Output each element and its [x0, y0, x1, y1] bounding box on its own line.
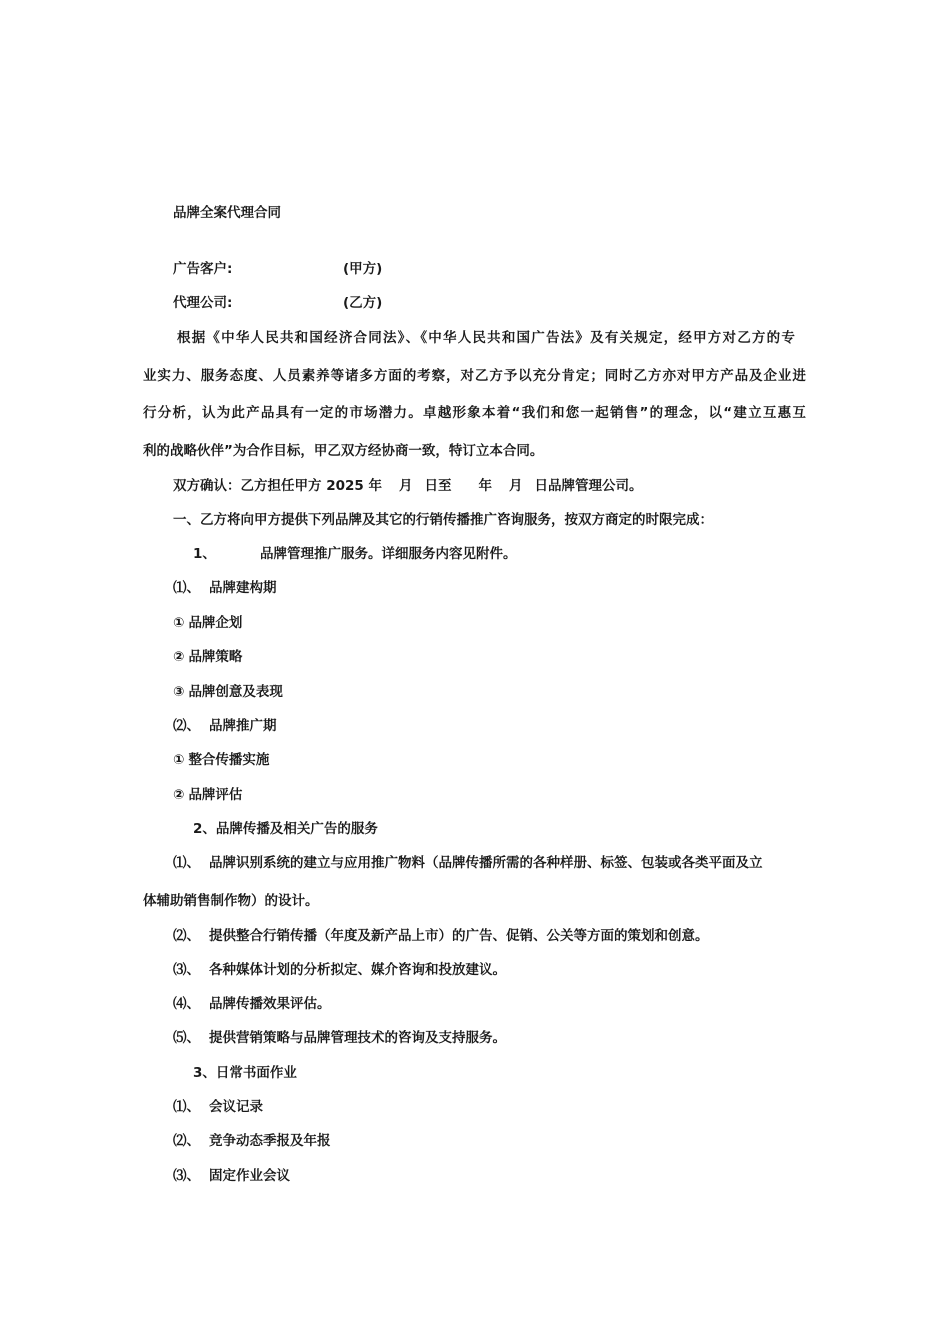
party-a-line [173, 259, 232, 279]
s2-item-4-text: 品牌传播效果评估。 [209, 996, 331, 1012]
s2-item-1-text: 品牌识别系统的建立与应用推广物料（品牌传播所需的各种样册、标签、包装或各类平面及立 [209, 855, 763, 871]
confirm-year2: 年 [478, 478, 492, 494]
party-a-label: 广告客户: [173, 261, 233, 277]
s1-item1-sub-1-marker: ① [173, 615, 185, 631]
preamble-line-1: 根据《中华人民共和国经济合同法》、《中华人民共和国广告法》及有关规定，经甲方对乙方的专 [177, 330, 795, 346]
s2-item-2-text: 提供整合行销传播（年度及新产品上市）的广告、促销、公关等方面的策划和创意。 [209, 928, 709, 944]
section1-text: 品牌管理推广服务。详细服务内容见附件。 [260, 546, 517, 562]
s3-item-2 [173, 1131, 331, 1151]
s1-item1-sub-3-text: 品牌创意及表现 [188, 684, 283, 700]
section3-heading: 3、日常书面作业 [193, 1065, 297, 1081]
s1-item1-sub-3-marker: ③ [173, 684, 185, 700]
s1-item2-sub-1-text: 整合传播实施 [188, 752, 270, 768]
section1-number: 1、 [193, 546, 216, 562]
s1-item2-sub-1 [173, 750, 269, 770]
document-title-text: 品牌全案代理合同 [173, 205, 281, 221]
s2-item-3-marker: ⑶、 [173, 962, 200, 978]
s3-item-3 [173, 1166, 290, 1186]
s2-item-5-marker: ⑸、 [173, 1030, 200, 1046]
party-b-label: 代理公司: [173, 295, 233, 311]
s1-item1-sub-1 [173, 613, 242, 633]
s3-item-2-text: 竞争动态季报及年报 [209, 1133, 331, 1149]
s1-item1-sub-2-text: 品牌策略 [188, 649, 243, 665]
confirm-month2: 月 [508, 478, 523, 494]
s1-item2-sub-1-marker: ① [173, 752, 185, 768]
s1-item1 [173, 578, 277, 598]
preamble-line-3: 行分析，认为此产品具有一定的市场潜力。卓越形象本着“我们和您一起销售”的理念，以“建立互惠互 [143, 405, 806, 421]
party-a-role [343, 259, 382, 279]
s3-item-1-text: 会议记录 [209, 1099, 263, 1115]
s2-item-3 [173, 960, 506, 980]
s2-item-1 [173, 853, 763, 873]
s1-item2-text: 品牌推广期 [209, 718, 277, 734]
s1-item2 [173, 716, 277, 736]
s3-item-1 [173, 1097, 263, 1117]
preamble-line-2: 业实力、服务态度、人员素养等诸多方面的考察，对乙方予以充分肯定；同时乙方亦对甲方产品及企业进 [143, 368, 806, 384]
s2-item-2 [173, 926, 709, 946]
s2-item-4 [173, 994, 331, 1014]
s1-item1-marker: ⑴、 [173, 580, 200, 596]
s1-item2-sub-2-text: 品牌评估 [188, 787, 243, 803]
s1-item1-sub-3 [173, 682, 283, 702]
s2-item-1-marker: ⑴、 [173, 855, 200, 871]
confirm-month1: 月 [398, 478, 413, 494]
s3-item-3-text: 固定作业会议 [209, 1168, 290, 1184]
confirm-line [173, 476, 642, 496]
s2-item-3-text: 各种媒体计划的分析拟定、媒介咨询和投放建议。 [209, 962, 506, 978]
clause1-intro: 一、乙方将向甲方提供下列品牌及其它的行销传播推广咨询服务，按双方商定的时限完成： [173, 512, 713, 528]
preamble-line-4: 利的战略伙伴”为合作目标，甲乙双方经协商一致，特订立本合同。 [143, 443, 544, 459]
s1-item1-text: 品牌建构期 [209, 580, 277, 596]
confirm-prefix: 双方确认：乙方担任甲方 2025 年 [173, 478, 382, 494]
s2-item-4-marker: ⑷、 [173, 996, 200, 1012]
confirm-suffix: 日品牌管理公司。 [534, 478, 643, 494]
s1-item2-sub-2 [173, 785, 242, 805]
section2-heading: 2、品牌传播及相关广告的服务 [193, 821, 378, 837]
s1-item1-sub-2 [173, 647, 242, 667]
s1-item2-marker: ⑵、 [173, 718, 200, 734]
party-b-role [343, 293, 382, 313]
confirm-day1: 日至 [424, 478, 452, 494]
s1-item2-sub-2-marker: ② [173, 787, 185, 803]
document-title [173, 203, 281, 223]
s3-item-1-marker: ⑴、 [173, 1099, 200, 1115]
s3-item-2-marker: ⑵、 [173, 1133, 200, 1149]
s1-item1-sub-2-marker: ② [173, 649, 185, 665]
s2-item-2-marker: ⑵、 [173, 928, 200, 944]
s2-item-5-text: 提供营销策略与品牌管理技术的咨询及支持服务。 [209, 1030, 506, 1046]
s3-item-3-marker: ⑶、 [173, 1168, 200, 1184]
party-b-line [173, 293, 232, 313]
s1-item1-sub-1-text: 品牌企划 [188, 615, 243, 631]
party-a-role-text: (甲方) [343, 261, 383, 277]
s2-item-5 [173, 1028, 506, 1048]
party-b-role-text: (乙方) [343, 295, 383, 311]
s2-item-1-cont: 体辅助销售制作物）的设计。 [143, 893, 319, 909]
